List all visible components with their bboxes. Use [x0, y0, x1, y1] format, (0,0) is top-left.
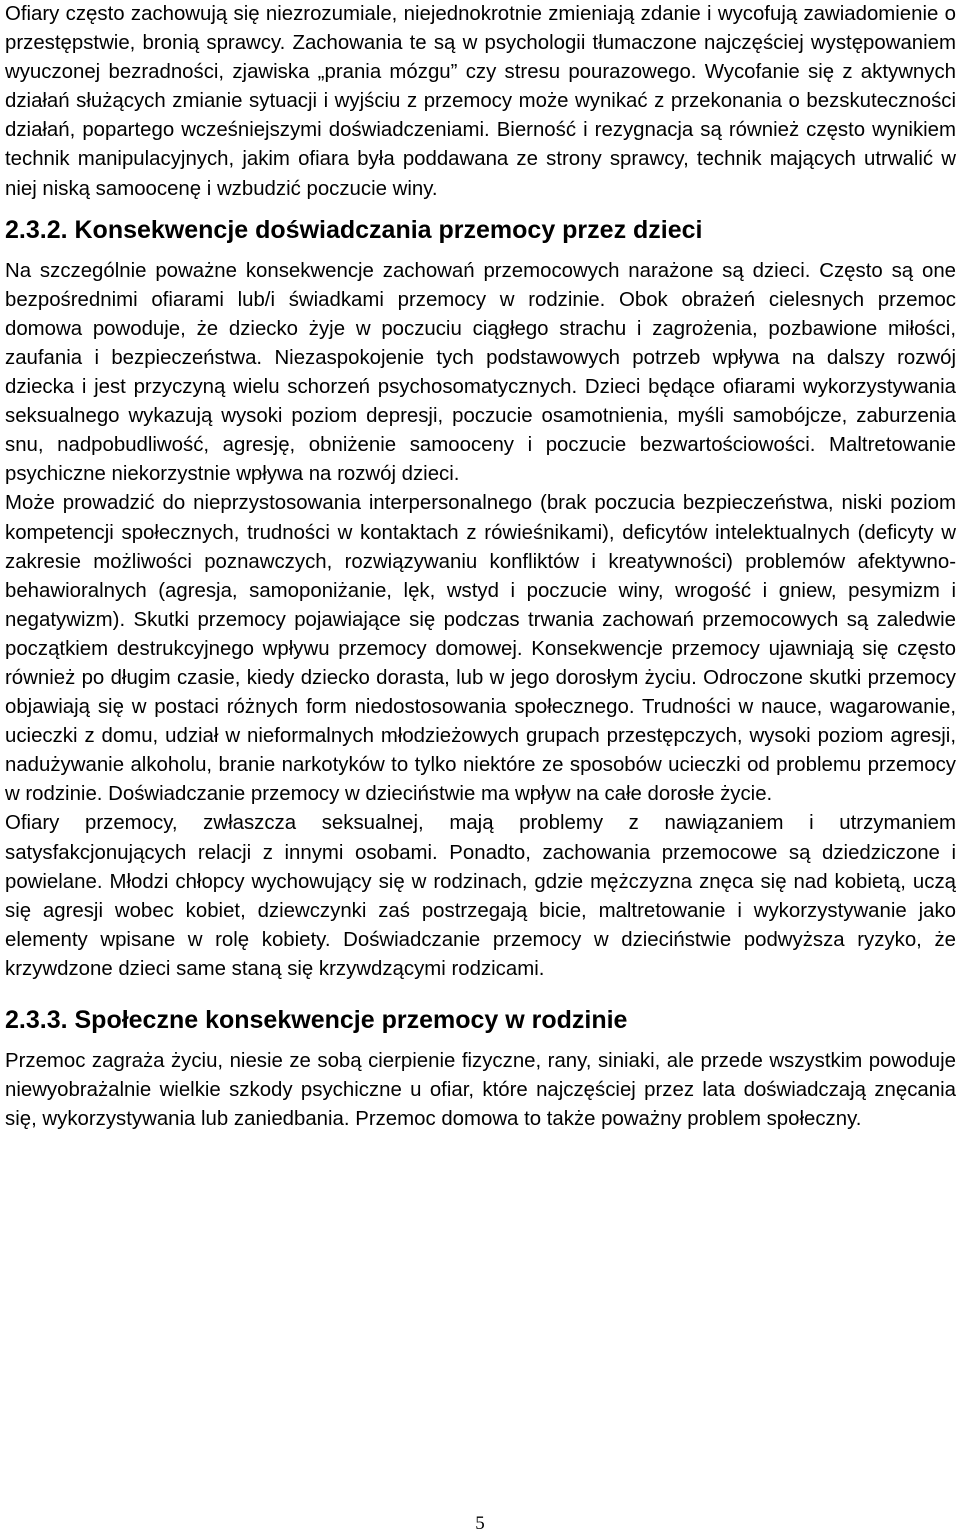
section-heading-2-3-2: 2.3.2. Konsekwencje doświadczania przemocy przez dzieci — [5, 215, 703, 244]
paragraph-social-1: Przemoc zagraża życiu, niesie ze sobą cierpienie fizyczne, rany, siniaki, ale przede wszystkim powoduje niewyobrażalnie wielkie szkody psychiczne u ofiar, które najczęściej przez lata doświadczają znęcania się, wykorzystywania lub zaniedbania. Przemoc domowa to także poważny problem społeczny. — [5, 1050, 956, 1131]
section-heading-2-3-3: 2.3.3. Społeczne konsekwencje przemocy w rodzinie — [5, 1006, 628, 1034]
paragraph-children-2: Może prowadzić do nieprzystosowania interpersonalnego (brak poczucia bezpieczeństwa, niski poziom kompetencji społecznych, trudności w kontaktach z rówieśnikami), deficytów intelektualnych (deficyty w zakresie możliwości poznawczych, rozwiązywaniu konfliktów i kreatywności) problemów afektywno-behawioralnych (agresja, samoponiżanie, lęk, wstyd i poczucie winy, wrogość i gniew, pesymizm i negatywizm). Skutki przemocy pojawiające się podczas trwania zachowań przemocowych są zaledwie początkiem destrukcyjnego wpływu przemocy domowej. Konsekwencje przemocy ujawniają się często również po długim czasie, kiedy dziecko dorasta, lub w jego dorosłym życiu. Odroczone skutki przemocy objawiają się w postaci różnych form niedostosowania społecznego. Trudności w nauce, wagarowanie, ucieczki z domu, udział w nieformalnych młodzieżowych grupach przestępczych, wysoki poziom agresji, nadużywanie alkoholu, branie narkotyków to tylko niektóre ze sposobów ucieczki od problemu przemocy w rodzinie. Doświadczanie przemocy w dzieciństwie ma wpływ na całe dorosłe życie. — [5, 492, 956, 806]
paragraph-children-3: Ofiary przemocy, zwłaszcza seksualnej, mają problemy z nawiązaniem i utrzymaniem satysfakcjonujących relacji z innymi osobami. Ponadto, zachowania przemocowe są dziedziczone i powielane. Młodzi chłopcy wychowujący się w rodzinach, gdzie mężczyzna znęca się nad kobietą, uczą się agresji wobec kobiet, dziewczynki zaś postrzegają bicie, maltretowanie i wykorzystywanie jako elementy wpisane w rolę kobiety. Doświadczanie przemocy w dzieciństwie podwyższa ryzyko, że krzywdzone dzieci same staną się krzywdzącymi rodzicami. — [5, 812, 956, 980]
page-number: 5 — [475, 1513, 485, 1534]
paragraph-intro: Ofiary często zachowują się niezrozumiale, niejednokrotnie zmieniają zdanie i wycofują zawiadomienie o przestępstwie, bronią sprawcy. Zachowania te są w psychologii tłumaczone najczęściej występowaniem wyuczonej bezradności, zjawiska „prania mózgu” czy stresu pourazowego. Wycofanie się z aktywnych działań służących zmianie sytuacji i wyjściu z przemocy może wynikać z przekonania o bezskuteczności działań, popartego wcześniejszymi doświadczeniami. Bierność i rezygnacja są również często wynikiem technik manipulacyjnych, jakim ofiara była poddawana ze strony sprawcy, technik mających utrwalić w niej niską samoocenę i wzbudzić poczucie winy. — [5, 3, 956, 200]
document-page — [5, 0, 956, 1134]
paragraph-children-1: Na szczególnie poważne konsekwencje zachowań przemocowych narażone są dzieci. Często są one bezpośrednimi ofiarami lub/i świadkami przemocy w rodzinie. Obok obrażeń cielesnych przemoc domowa powoduje, że dziecko żyje w poczuciu ciągłego strachu i zagrożenia, pozbawione miłości, zaufania i bezpieczeństwa. Niezaspokojenie tych podstawowych potrzeb wpływa na dalszy rozwój dziecka i jest przyczyną wielu schorzeń psychosomatycznych. Dzieci będące ofiarami wykorzystywania seksualnego wykazują wysoki poziom depresji, poczucie osamotnienia, myśli samobójcze, zaburzenia snu, nadpobudliwość, agresję, obniżenie samooceny i poczucie bezwartościowości. Maltretowanie psychiczne niekorzystnie wpływa na rozwój dzieci. — [5, 259, 956, 486]
